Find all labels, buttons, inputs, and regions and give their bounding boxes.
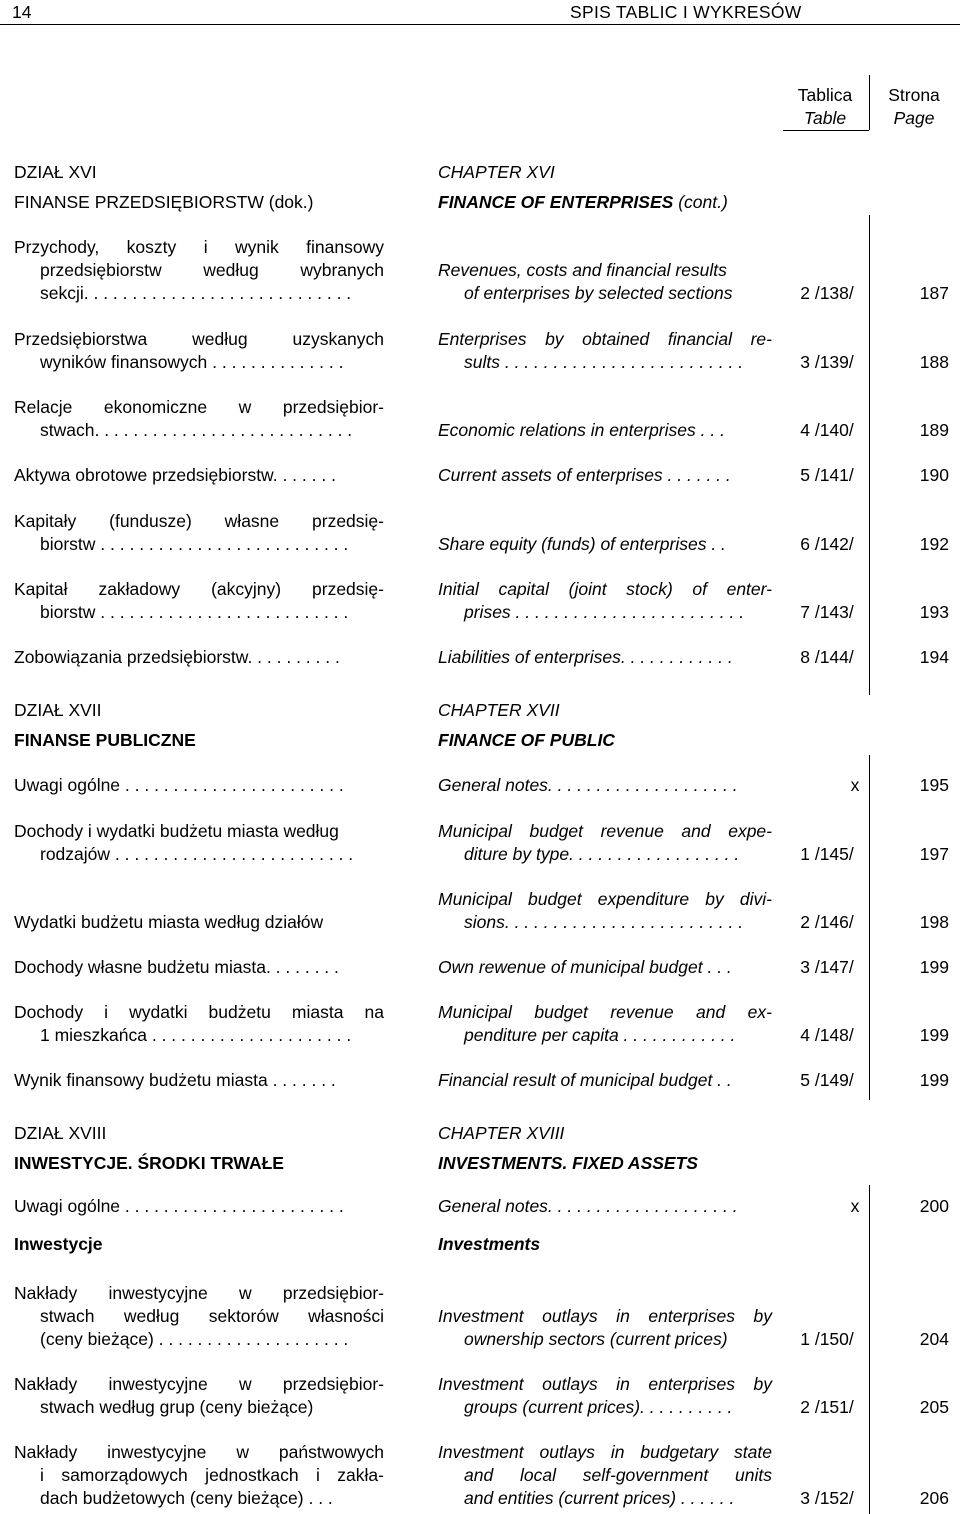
- page-ref: 193: [919, 602, 949, 622]
- entry-en: groups (current prices). . . . . . . . . .: [464, 1397, 733, 1417]
- entry-en: General notes. . . . . . . . . . . . . . . . . . . .: [438, 1196, 738, 1216]
- entry-pl: Przedsiębiorstwa według uzyskanych: [14, 329, 384, 349]
- page-ref: 197: [919, 844, 949, 864]
- entry-en: prises . . . . . . . . . . . . . . . . . . . . . . . .: [464, 602, 745, 622]
- page-ref: 187: [919, 283, 949, 303]
- entry-en: Initial capital (joint stock) of enter-: [438, 579, 772, 599]
- page-number: 14: [12, 2, 32, 22]
- entry-en: penditure per capita . . . . . . . . . . . .: [464, 1025, 736, 1045]
- table-number: 1 /150/: [800, 1329, 854, 1349]
- page-ref: 206: [919, 1488, 949, 1508]
- entry-en: Revenues, costs and financial results: [438, 260, 727, 280]
- page-ref: 204: [919, 1329, 949, 1349]
- page-ref: 188: [919, 352, 949, 372]
- chapter-label-pl: DZIAŁ XVIII: [14, 1123, 107, 1143]
- page-ref: 190: [919, 465, 949, 485]
- running-title: SPIS TABLIC I WYKRESÓW: [570, 2, 802, 22]
- entry-pl: Wynik finansowy budżetu miasta . . . . . . .: [14, 1070, 336, 1090]
- entry-pl: Dochody i wydatki budżetu miasta na: [14, 1002, 384, 1022]
- column-divider: [869, 215, 870, 695]
- table-number: 3 /147/: [800, 957, 854, 977]
- table-number: 3 /152/: [800, 1488, 854, 1508]
- table-number: 5 /149/: [800, 1070, 854, 1090]
- subsection-title-en: Investments: [438, 1234, 541, 1254]
- entry-pl: i samorządowych jednostkach i zakła-: [40, 1465, 384, 1485]
- running-header: [0, 0, 960, 25]
- entry-pl: Dochody i wydatki budżetu miasta według: [14, 821, 339, 841]
- entry-pl: Relacje ekonomiczne w przedsiębior-: [14, 397, 384, 417]
- entry-pl: sekcji. . . . . . . . . . . . . . . . . . . . . . . . . . . .: [40, 283, 352, 303]
- entry-pl: Uwagi ogólne . . . . . . . . . . . . . . . . . . . . . . .: [14, 775, 344, 795]
- entry-en: Municipal budget revenue and ex-: [438, 1002, 772, 1022]
- entry-pl: biorstw . . . . . . . . . . . . . . . . . . . . . . . . . .: [40, 602, 349, 622]
- table-number: 7 /143/: [800, 602, 854, 622]
- entry-pl: Kapitały (fundusze) własne przedsię-: [14, 511, 384, 531]
- page-ref: 189: [919, 420, 949, 440]
- table-number: x: [850, 775, 860, 795]
- entry-en: Municipal budget revenue and expe-: [438, 821, 772, 841]
- entry-en: sults . . . . . . . . . . . . . . . . . . . . . . . . .: [464, 352, 744, 372]
- page-ref: 195: [919, 775, 949, 795]
- header-rule: [783, 130, 869, 131]
- entry-en: and local self-government units: [464, 1465, 772, 1485]
- subsection-title-pl: Inwestycje: [14, 1234, 103, 1254]
- entry-en: Liabilities of enterprises. . . . . . . . . . . .: [438, 647, 733, 667]
- entry-pl: stwach według sektorów własności: [40, 1306, 384, 1326]
- entry-pl: biorstw . . . . . . . . . . . . . . . . . . . . . . . . . .: [40, 534, 349, 554]
- entry-en: Investment outlays in enterprises by: [438, 1306, 772, 1326]
- entry-pl: 1 mieszkańca . . . . . . . . . . . . . . . . . . . . .: [40, 1025, 352, 1045]
- column-divider: [869, 755, 870, 1100]
- table-number: 4 /140/: [800, 420, 854, 440]
- entry-pl: Nakłady inwestycyjne w przedsiębior-: [14, 1283, 384, 1303]
- page-ref: 199: [919, 1070, 949, 1090]
- page-ref: 194: [919, 647, 949, 667]
- chapter-title-pl: FINANSE PRZEDSIĘBIORSTW (dok.): [14, 192, 314, 212]
- table-number: 6 /142/: [800, 534, 854, 554]
- table-number: 4 /148/: [800, 1025, 854, 1045]
- entry-en: Financial result of municipal budget . .: [438, 1070, 732, 1090]
- entry-pl: Dochody własne budżetu miasta. . . . . . . .: [14, 957, 339, 977]
- page-ref: 205: [919, 1397, 949, 1417]
- page-ref: 199: [919, 957, 949, 977]
- entry-pl: wyników finansowych . . . . . . . . . . . . . .: [40, 352, 344, 372]
- entry-pl: Aktywa obrotowe przedsiębiorstw. . . . . . .: [14, 465, 336, 485]
- table-number: 2 /151/: [800, 1397, 854, 1417]
- column-divider: [869, 75, 870, 130]
- entry-pl: dach budżetowych (ceny bieżące) . . .: [40, 1488, 333, 1508]
- chapter-title-en: FINANCE OF ENTERPRISES (cont.): [438, 192, 728, 212]
- entry-en: ownership sectors (current prices): [464, 1329, 728, 1349]
- table-number: 1 /145/: [800, 844, 854, 864]
- chapter-title-pl: FINANSE PUBLICZNE: [14, 730, 196, 750]
- entry-en: Investment outlays in enterprises by: [438, 1374, 772, 1394]
- chapter-label-pl: DZIAŁ XVI: [14, 162, 97, 182]
- chapter-label-pl: DZIAŁ XVII: [14, 700, 102, 720]
- entry-en: Own rewenue of municipal budget . . .: [438, 957, 732, 977]
- column-header-page: Strona Page: [888, 85, 940, 128]
- table-number: 5 /141/: [800, 465, 854, 485]
- entry-en: sions. . . . . . . . . . . . . . . . . . . . . . . . .: [464, 912, 744, 932]
- chapter-label-en: CHAPTER XVI: [438, 162, 555, 182]
- entry-en: General notes. . . . . . . . . . . . . . . . . . . .: [438, 775, 738, 795]
- page-ref: 200: [919, 1196, 949, 1216]
- entry-en: Municipal budget expenditure by divi-: [438, 889, 772, 909]
- entry-pl: przedsiębiorstw według wybranych: [40, 260, 384, 280]
- entry-pl: Uwagi ogólne . . . . . . . . . . . . . . . . . . . . . . .: [14, 1196, 344, 1216]
- entry-pl: stwach według grup (ceny bieżące): [40, 1397, 314, 1417]
- chapter-label-en: CHAPTER XVII: [438, 700, 560, 720]
- table-number: 8 /144/: [800, 647, 854, 667]
- table-number: 2 /138/: [800, 283, 854, 303]
- entry-pl: Zobowiązania przedsiębiorstw. . . . . . . . . .: [14, 647, 340, 667]
- chapter-title-en: FINANCE OF PUBLIC: [438, 730, 615, 750]
- entry-pl: rodzajów . . . . . . . . . . . . . . . . . . . . . . . . .: [40, 844, 354, 864]
- chapter-title-pl: INWESTYCJE. ŚRODKI TRWAŁE: [14, 1153, 284, 1173]
- entry-pl: Nakłady inwestycyjne w przedsiębior-: [14, 1374, 384, 1394]
- chapter-title-en: INVESTMENTS. FIXED ASSETS: [438, 1153, 698, 1173]
- entry-pl: Wydatki budżetu miasta według działów: [14, 912, 324, 932]
- entry-en: of enterprises by selected sections: [464, 283, 733, 303]
- entry-en: and entities (current prices) . . . . . .: [464, 1488, 735, 1508]
- entry-pl: Kapitał zakładowy (akcyjny) przedsię-: [14, 579, 384, 599]
- page-ref: 199: [919, 1025, 949, 1045]
- entry-en: Current assets of enterprises . . . . . . .: [438, 465, 731, 485]
- entry-en: Investment outlays in budgetary state: [438, 1442, 772, 1462]
- table-number: 3 /139/: [800, 352, 854, 372]
- page-ref: 192: [919, 534, 949, 554]
- entry-pl: stwach. . . . . . . . . . . . . . . . . . . . . . . . . . .: [40, 420, 353, 440]
- entry-pl: Nakłady inwestycyjne w państwowych: [14, 1442, 384, 1462]
- entry-en: Share equity (funds) of enterprises . .: [438, 534, 726, 554]
- table-number: x: [850, 1196, 860, 1216]
- entry-en: diture by type. . . . . . . . . . . . . . . . . .: [464, 844, 740, 864]
- column-header-table: Tablica Table: [797, 85, 853, 128]
- page-ref: 198: [919, 912, 949, 932]
- table-number: 2 /146/: [800, 912, 854, 932]
- chapter-label-en: CHAPTER XVIII: [438, 1123, 565, 1143]
- entry-pl: (ceny bieżące) . . . . . . . . . . . . . . . . . . . .: [40, 1329, 349, 1349]
- entry-pl: Przychody, koszty i wynik finansowy: [14, 237, 384, 257]
- entry-en: Economic relations in enterprises . . .: [438, 420, 725, 440]
- column-divider: [869, 1185, 870, 1514]
- entry-en: Enterprises by obtained financial re-: [438, 329, 772, 349]
